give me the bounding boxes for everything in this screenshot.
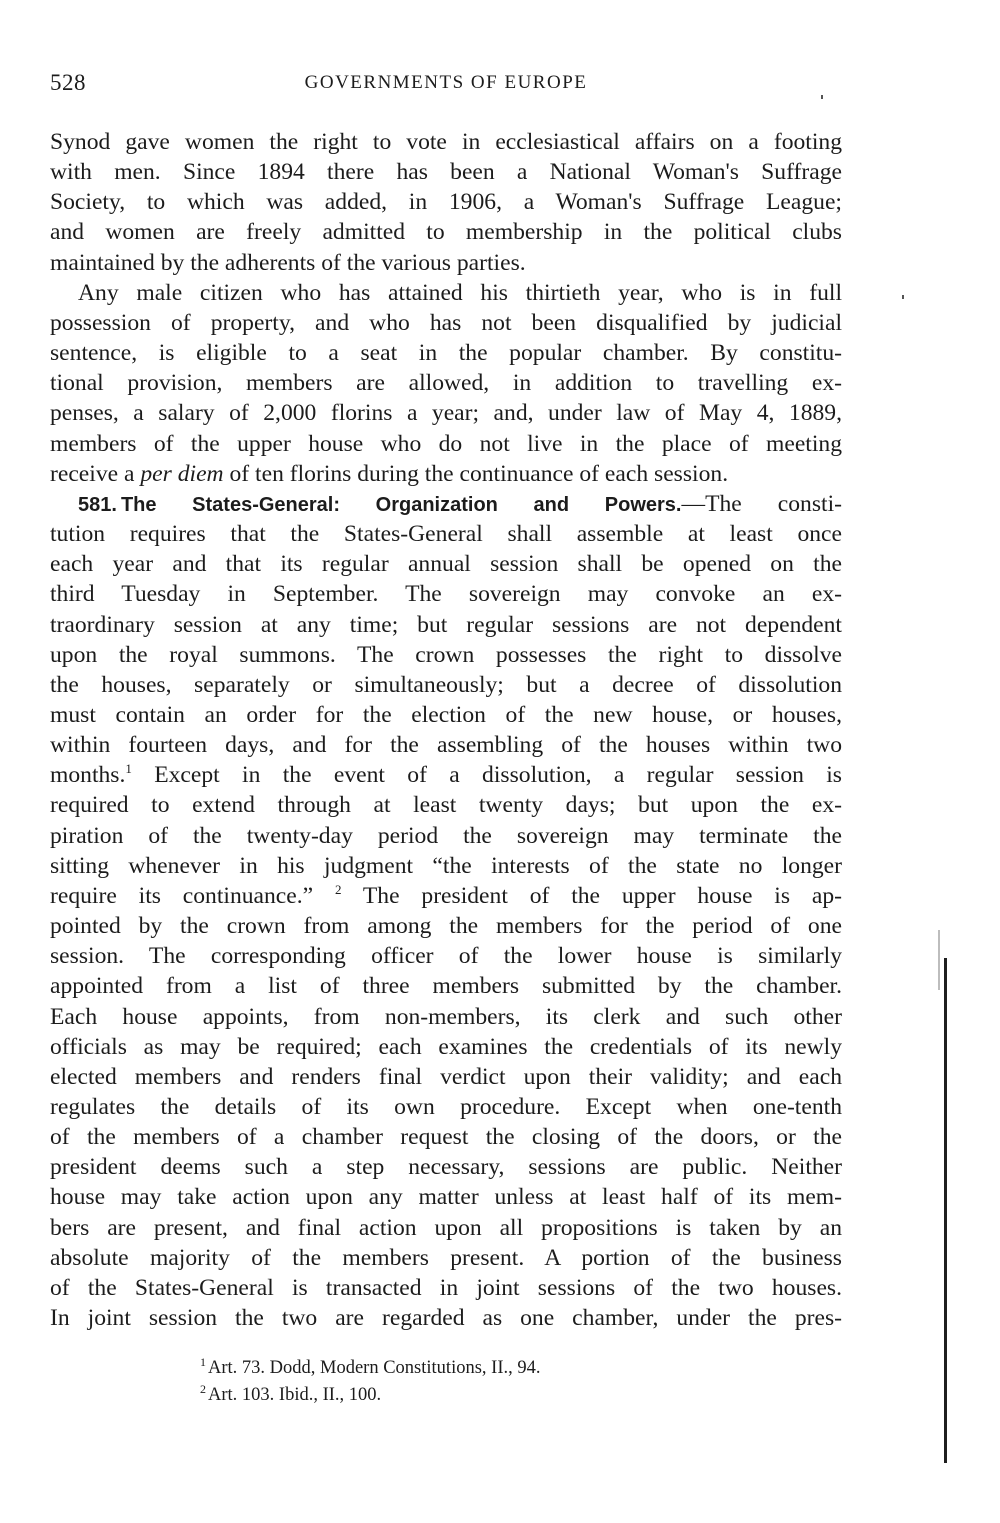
- text-line: appointed from a list of three members submitted by the chamber.: [50, 973, 842, 1000]
- text-line: with men. Since 1894 there has been a National Woman's Suffrage: [50, 159, 842, 186]
- text-line: Society, to which was added, in 1906, a Woman's Suffrage League;: [50, 189, 842, 216]
- text-line: Synod gave women the right to vote in ecclesiastical affairs on a footing: [50, 129, 842, 155]
- binding-edge-line: [944, 958, 947, 1463]
- text-line: Any male citizen who has attained his thirtieth year, who is in full: [78, 279, 842, 306]
- text-fragment: receive a: [50, 460, 141, 487]
- footnote-text: Art. 73. Dodd, Modern Constitutions, II., 94.: [208, 1358, 541, 1378]
- text-line: each year and that its regular annual session shall be opened on the: [50, 551, 842, 578]
- text-line: within fourteen days, and for the assembling of the houses within two: [50, 732, 842, 759]
- text-line: sentence, is eligible to a seat in the popular chamber. By constitu-: [50, 340, 842, 367]
- text-line: members of the upper house who do not live in the place of meeting: [50, 430, 842, 457]
- text-fragment: The president of the upper house is ap-: [341, 882, 842, 909]
- text-line: elected members and renders final verdict upon their validity; and each: [50, 1063, 842, 1090]
- text-line: [50, 760, 842, 790]
- footnote-marker: 2: [200, 1382, 206, 1396]
- text-line: regulates the details of its own procedure. Except when one-tenth: [50, 1094, 842, 1120]
- section-number: 581.: [78, 493, 117, 516]
- text-line: sitting whenever in his judgment “the interests of the state no longer: [50, 852, 842, 879]
- text-fragment: require its continuance.”: [50, 882, 335, 909]
- text-line: penses, a salary of 2,000 florins a year; and, under law of May 4, 1889,: [50, 400, 842, 427]
- page-number: 528: [50, 70, 86, 95]
- text-line: third Tuesday in September. The sovereign may convoke an ex-: [50, 581, 842, 608]
- text-line: and women are freely admitted to membership in the political clubs: [50, 219, 842, 246]
- text-line: of the members of a chamber request the closing of the doors, or the: [50, 1124, 842, 1151]
- text-fragment: of ten florins during the continuance of each session.: [223, 460, 729, 487]
- text-line: tional provision, members are allowed, in addition to travelling ex-: [50, 370, 842, 397]
- text-line: maintained by the adherents of the various parties.: [50, 249, 526, 276]
- scan-speck: [902, 295, 904, 299]
- text-line: officials as may be required; each examines the credentials of its newly: [50, 1033, 842, 1060]
- text-line: In joint session the two are regarded as one chamber, under the pres-: [50, 1305, 842, 1332]
- footnote-marker: 1: [200, 1355, 206, 1369]
- footnotes: [200, 1355, 800, 1409]
- section-title: The States-General: Organization and Powers.: [120, 493, 682, 516]
- section-heading-line: [50, 489, 842, 519]
- text-line: piration of the twenty-day period the sovereign may terminate the: [50, 822, 842, 849]
- text-fragment: months.: [50, 762, 126, 789]
- footnote-ref-2: 2: [334, 881, 342, 897]
- text-line: [50, 881, 842, 911]
- text-line: tution requires that the States-General shall assemble at least once: [50, 521, 842, 548]
- footnote-text: Art. 103. Ibid., II., 100.: [208, 1385, 382, 1405]
- text-line: absolute majority of the members present. A portion of the business: [50, 1244, 842, 1271]
- page-header: [50, 70, 842, 104]
- text-line: required to extend through at least twenty days; but upon the ex-: [50, 792, 842, 819]
- text-line: bers are present, and final action upon all propositions is taken by an: [50, 1214, 842, 1241]
- text-line: must contain an order for the election of the new house, or houses,: [50, 701, 842, 728]
- text-line: house may take action upon any matter unless at least half of its mem-: [50, 1184, 842, 1211]
- footnote-1: [200, 1355, 800, 1382]
- text-line: president deems such a step necessary, sessions are public. Neither: [50, 1154, 842, 1181]
- italic-term: per diem: [140, 460, 224, 487]
- text-line: [50, 459, 842, 489]
- footnote-2: [200, 1382, 800, 1409]
- text-line: of the States-General is transacted in joint sessions of the two houses.: [50, 1274, 842, 1301]
- body-text: [50, 127, 842, 1333]
- running-title: GOVERNMENTS OF EUROPE: [304, 72, 588, 93]
- text-line: the houses, separately or simultaneously; but a decree of dissolution: [50, 671, 842, 698]
- text-line: pointed by the crown from among the members for the period of one: [50, 913, 842, 940]
- text-fragment: —The consti-: [681, 490, 843, 517]
- footnote-ref-1: 1: [125, 761, 132, 777]
- text-line: upon the royal summons. The crown possesses the right to dissolve: [50, 641, 842, 668]
- scan-speck: [821, 95, 823, 99]
- text-line: traordinary session at any time; but regular sessions are not dependent: [50, 611, 842, 638]
- scan-shadow: [938, 930, 940, 990]
- text-line: Each house appoints, from non-members, its clerk and such other: [50, 1003, 842, 1030]
- text-fragment: Except in the event of a dissolution, a regular session is: [131, 762, 842, 789]
- text-line: session. The corresponding officer of the lower house is similarly: [50, 943, 842, 970]
- text-line: possession of property, and who has not been disqualified by judicial: [50, 309, 842, 336]
